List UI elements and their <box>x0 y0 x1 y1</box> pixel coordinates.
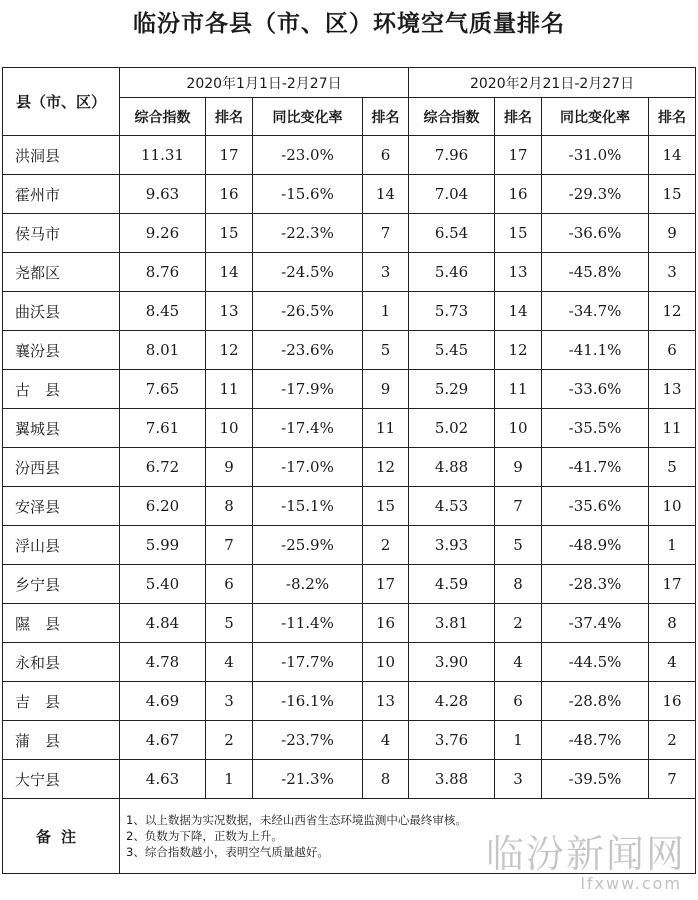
notes-label: 备注 <box>3 799 120 874</box>
table-row <box>3 292 696 331</box>
county-name: 古 县 <box>3 370 120 409</box>
p2-index-cell: 7.96 <box>409 136 495 175</box>
p1-change-rank-cell: 7 <box>363 214 409 253</box>
p2-change-rank-cell: 10 <box>649 487 696 526</box>
p1-rank-cell: 5 <box>206 604 253 643</box>
p1-rank-cell: 3 <box>206 682 253 721</box>
p2-change-rank-cell: 15 <box>649 175 696 214</box>
p2-change-cell: -29.3% <box>542 175 649 214</box>
p1-rank-cell: 10 <box>206 409 253 448</box>
table-row <box>3 331 696 370</box>
p1-rank-cell: 4 <box>206 643 253 682</box>
county-name: 浮山县 <box>3 526 120 565</box>
p1-change-rank-cell: 4 <box>363 721 409 760</box>
p2-change-rank-cell: 4 <box>649 643 696 682</box>
p1-rank-cell: 16 <box>206 175 253 214</box>
p1-index-cell: 4.63 <box>120 760 206 799</box>
county-name: 尧都区 <box>3 253 120 292</box>
period2-header: 2020年2月21日-2月27日 <box>409 68 696 98</box>
p2-rank-cell: 9 <box>495 448 542 487</box>
p2-change-cell: -36.6% <box>542 214 649 253</box>
p1-index-cell: 8.76 <box>120 253 206 292</box>
p1-index-cell: 6.20 <box>120 487 206 526</box>
p2-change-cell: -37.4% <box>542 604 649 643</box>
p2-change-cell: -35.6% <box>542 487 649 526</box>
p1-change-rank-cell: 17 <box>363 565 409 604</box>
p1-rank-cell: 12 <box>206 331 253 370</box>
p1-rank-cell: 11 <box>206 370 253 409</box>
p2-change-cell: -39.5% <box>542 760 649 799</box>
county-name: 曲沃县 <box>3 292 120 331</box>
p2-index-cell: 3.81 <box>409 604 495 643</box>
table-row <box>3 565 696 604</box>
p2-change-cell: -35.5% <box>542 409 649 448</box>
p1-change-rank-cell: 14 <box>363 175 409 214</box>
table-row <box>3 214 696 253</box>
table-row <box>3 526 696 565</box>
p2-index-cell: 3.88 <box>409 760 495 799</box>
p1-change-cell: -16.1% <box>253 682 363 721</box>
p2-change-cell: -45.8% <box>542 253 649 292</box>
p1-rank-cell: 7 <box>206 526 253 565</box>
p2-index-cell: 3.90 <box>409 643 495 682</box>
p2-rank-cell: 12 <box>495 331 542 370</box>
p2-rank-cell: 2 <box>495 604 542 643</box>
p2-change-cell: -41.1% <box>542 331 649 370</box>
p1-change-cell: -22.3% <box>253 214 363 253</box>
p1-change-cell: -17.4% <box>253 409 363 448</box>
p2-index-cell: 5.02 <box>409 409 495 448</box>
p2-change-rank-cell: 17 <box>649 565 696 604</box>
p2-rank-cell: 5 <box>495 526 542 565</box>
county-column-header: 县（市、区） <box>3 68 120 136</box>
county-name: 翼城县 <box>3 409 120 448</box>
p2-rank-cell: 6 <box>495 682 542 721</box>
table-row <box>3 487 696 526</box>
county-name: 大宁县 <box>3 760 120 799</box>
p1-index-cell: 4.67 <box>120 721 206 760</box>
table-row <box>3 175 696 214</box>
p1-change-rank-cell: 5 <box>363 331 409 370</box>
p2-index-cell: 4.53 <box>409 487 495 526</box>
p1-change-rank-cell: 1 <box>363 292 409 331</box>
p1-change-rank-cell: 12 <box>363 448 409 487</box>
county-name: 襄汾县 <box>3 331 120 370</box>
county-name: 永和县 <box>3 643 120 682</box>
p1-change-cell: -8.2% <box>253 565 363 604</box>
p2-rank-cell: 8 <box>495 565 542 604</box>
p1-rank-cell: 13 <box>206 292 253 331</box>
p1-change-rank-cell: 9 <box>363 370 409 409</box>
county-name: 安泽县 <box>3 487 120 526</box>
p2-change-rank-cell: 11 <box>649 409 696 448</box>
p1-rank-cell: 15 <box>206 214 253 253</box>
p2-change-cell: -41.7% <box>542 448 649 487</box>
p2-rank-cell: 15 <box>495 214 542 253</box>
p1-change-cell: -23.0% <box>253 136 363 175</box>
county-name: 霍州市 <box>3 175 120 214</box>
p2-change-rank-cell: 2 <box>649 721 696 760</box>
p1-change-rank-cell: 15 <box>363 487 409 526</box>
county-name: 侯马市 <box>3 214 120 253</box>
table-row <box>3 253 696 292</box>
table-row <box>3 643 696 682</box>
p2-index-cell: 5.29 <box>409 370 495 409</box>
p2-index-cell: 3.76 <box>409 721 495 760</box>
p1-index-cell: 5.99 <box>120 526 206 565</box>
table-row <box>3 721 696 760</box>
p2-change-header: 同比变化率 <box>542 98 649 136</box>
p1-change-rank-header: 排名 <box>363 98 409 136</box>
p1-rank-cell: 1 <box>206 760 253 799</box>
p2-change-cell: -28.8% <box>542 682 649 721</box>
table-row <box>3 409 696 448</box>
p1-rank-cell: 17 <box>206 136 253 175</box>
p2-change-cell: -33.6% <box>542 370 649 409</box>
p1-change-cell: -17.9% <box>253 370 363 409</box>
p1-rank-header: 排名 <box>206 98 253 136</box>
p1-index-cell: 4.84 <box>120 604 206 643</box>
p1-change-cell: -17.7% <box>253 643 363 682</box>
p1-index-cell: 9.63 <box>120 175 206 214</box>
county-name: 乡宁县 <box>3 565 120 604</box>
p1-index-cell: 6.72 <box>120 448 206 487</box>
p1-index-cell: 8.01 <box>120 331 206 370</box>
p2-rank-cell: 16 <box>495 175 542 214</box>
p2-rank-cell: 13 <box>495 253 542 292</box>
note-line: 2、负数为下降，正数为上升。 <box>126 829 283 843</box>
p2-rank-header: 排名 <box>495 98 542 136</box>
table-row <box>3 370 696 409</box>
county-name: 汾西县 <box>3 448 120 487</box>
note-line: 1、以上数据为实况数据，未经山西省生态环境监测中心最终审核。 <box>126 813 467 827</box>
p2-change-rank-cell: 12 <box>649 292 696 331</box>
p1-change-cell: -23.6% <box>253 331 363 370</box>
p1-change-cell: -15.6% <box>253 175 363 214</box>
period1-header: 2020年1月1日-2月27日 <box>120 68 409 98</box>
p2-change-cell: -44.5% <box>542 643 649 682</box>
p1-change-cell: -24.5% <box>253 253 363 292</box>
p2-change-cell: -31.0% <box>542 136 649 175</box>
table-row <box>3 136 696 175</box>
p1-change-header: 同比变化率 <box>253 98 363 136</box>
p1-rank-cell: 9 <box>206 448 253 487</box>
p2-change-rank-cell: 6 <box>649 331 696 370</box>
p1-index-cell: 7.61 <box>120 409 206 448</box>
p1-rank-cell: 14 <box>206 253 253 292</box>
p2-index-cell: 4.28 <box>409 682 495 721</box>
table-row <box>3 448 696 487</box>
p1-index-cell: 4.69 <box>120 682 206 721</box>
county-name: 隰 县 <box>3 604 120 643</box>
county-name: 洪洞县 <box>3 136 120 175</box>
table-row <box>3 682 696 721</box>
p1-change-cell: -15.1% <box>253 487 363 526</box>
p1-change-rank-cell: 6 <box>363 136 409 175</box>
p2-rank-cell: 3 <box>495 760 542 799</box>
p1-change-rank-cell: 16 <box>363 604 409 643</box>
p1-change-cell: -26.5% <box>253 292 363 331</box>
p2-index-cell: 5.73 <box>409 292 495 331</box>
p2-change-rank-header: 排名 <box>649 98 696 136</box>
p2-change-rank-cell: 3 <box>649 253 696 292</box>
note-line: 3、综合指数越小，表明空气质量越好。 <box>126 845 329 859</box>
notes-body <box>120 799 696 874</box>
p2-index-header: 综合指数 <box>409 98 495 136</box>
page-title: 临汾市各县（市、区）环境空气质量排名 <box>133 11 565 37</box>
p1-rank-cell: 8 <box>206 487 253 526</box>
county-name: 吉 县 <box>3 682 120 721</box>
p2-index-cell: 6.54 <box>409 214 495 253</box>
p2-change-rank-cell: 8 <box>649 604 696 643</box>
p1-index-cell: 9.26 <box>120 214 206 253</box>
notes-row <box>3 799 696 874</box>
table-row <box>3 604 696 643</box>
p1-rank-cell: 2 <box>206 721 253 760</box>
p2-rank-cell: 7 <box>495 487 542 526</box>
p1-change-cell: -25.9% <box>253 526 363 565</box>
p2-rank-cell: 17 <box>495 136 542 175</box>
p1-change-rank-cell: 2 <box>363 526 409 565</box>
p2-change-rank-cell: 1 <box>649 526 696 565</box>
p2-index-cell: 4.88 <box>409 448 495 487</box>
p2-change-rank-cell: 16 <box>649 682 696 721</box>
p2-change-cell: -48.7% <box>542 721 649 760</box>
p2-change-rank-cell: 7 <box>649 760 696 799</box>
p2-rank-cell: 14 <box>495 292 542 331</box>
p2-change-cell: -28.3% <box>542 565 649 604</box>
p2-change-cell: -34.7% <box>542 292 649 331</box>
p1-change-cell: -21.3% <box>253 760 363 799</box>
table-row <box>3 760 696 799</box>
p1-change-cell: -11.4% <box>253 604 363 643</box>
air-quality-ranking-table <box>2 67 696 874</box>
p2-index-cell: 5.46 <box>409 253 495 292</box>
p1-change-cell: -17.0% <box>253 448 363 487</box>
p1-index-cell: 4.78 <box>120 643 206 682</box>
p2-index-cell: 4.59 <box>409 565 495 604</box>
p2-change-rank-cell: 14 <box>649 136 696 175</box>
p1-change-rank-cell: 13 <box>363 682 409 721</box>
p2-rank-cell: 11 <box>495 370 542 409</box>
p2-index-cell: 7.04 <box>409 175 495 214</box>
p2-index-cell: 5.45 <box>409 331 495 370</box>
p2-change-rank-cell: 5 <box>649 448 696 487</box>
p2-change-cell: -48.9% <box>542 526 649 565</box>
watermark-brand: 临汾新闻网 <box>485 832 686 876</box>
p1-change-rank-cell: 11 <box>363 409 409 448</box>
p2-rank-cell: 1 <box>495 721 542 760</box>
p1-index-header: 综合指数 <box>120 98 206 136</box>
p1-change-rank-cell: 8 <box>363 760 409 799</box>
p2-rank-cell: 4 <box>495 643 542 682</box>
p2-rank-cell: 10 <box>495 409 542 448</box>
p1-rank-cell: 6 <box>206 565 253 604</box>
p2-change-rank-cell: 13 <box>649 370 696 409</box>
p1-change-rank-cell: 3 <box>363 253 409 292</box>
watermark-site: lfxww.com <box>580 874 682 893</box>
p1-index-cell: 8.45 <box>120 292 206 331</box>
p1-index-cell: 11.31 <box>120 136 206 175</box>
p1-change-rank-cell: 10 <box>363 643 409 682</box>
p2-index-cell: 3.93 <box>409 526 495 565</box>
p1-index-cell: 7.65 <box>120 370 206 409</box>
p1-change-cell: -23.7% <box>253 721 363 760</box>
p2-change-rank-cell: 9 <box>649 214 696 253</box>
p1-index-cell: 5.40 <box>120 565 206 604</box>
county-name: 蒲 县 <box>3 721 120 760</box>
